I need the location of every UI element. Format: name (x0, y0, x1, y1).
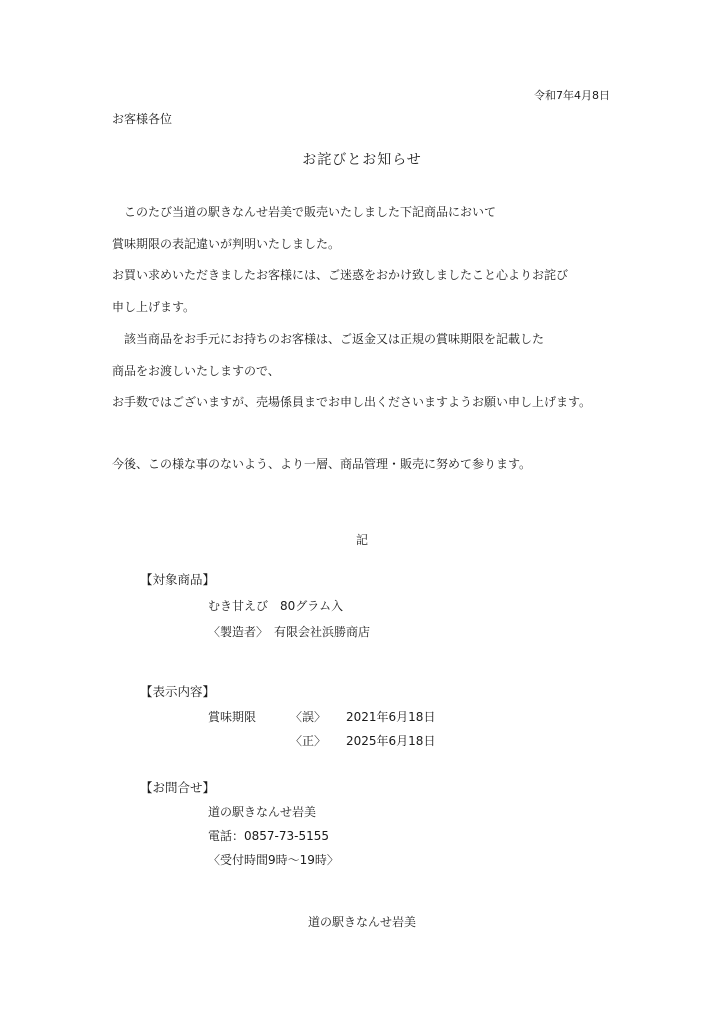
document-title: お詫びとお知らせ (302, 152, 422, 168)
contact-name: 道の駅きなんせ岩美 (208, 805, 317, 819)
contact-phone: 電話：0857-73-5155 (208, 829, 330, 843)
product-section-label: 【対象商品】 (140, 572, 216, 587)
body-line: お買い求めいただきましたお客様には、ご迷惑をおかけ致しましたこと心よりお詫び (112, 268, 569, 282)
body-line: 商品をお渡しいたしますので、 (112, 364, 280, 378)
footer-signature: 道の駅きなんせ岩美 (307, 915, 416, 929)
body-line: 申し上げます。 (112, 300, 196, 314)
document-date: 令和7年4月8日 (534, 89, 610, 102)
product-maker: 〈製造者〉 有限会社浜勝商店 (208, 625, 371, 639)
contact-hours: 〈受付時間9時～19時〉 (208, 853, 339, 867)
closing-line: 今後、この様な事のないよう、より一層、商品管理・販売に努めて参ります。 (112, 457, 532, 471)
body-line: このたび当道の駅きなんせ岩美で販売いたしました下記商品において (112, 205, 497, 219)
product-name: むき甘えび 80グラム入 (208, 599, 344, 613)
ki-heading: 記 (355, 533, 368, 547)
body-line: 賞味期限の表記違いが判明いたしました。 (112, 237, 341, 251)
wrong-date: 2021年6月18日 (346, 710, 436, 724)
expiry-field-label: 賞味期限 (208, 710, 257, 724)
correct-label: 〈正〉 (290, 734, 327, 748)
body-line: お手数ではございますが、売場係員までお申し出くださいますようお願い申し上げます。 (112, 395, 592, 409)
body-line: 該当商品をお手元にお持ちのお客様は、ご返金又は正規の賞味期限を記載した (112, 332, 545, 346)
display-section-label: 【表示内容】 (140, 684, 216, 699)
correct-date: 2025年6月18日 (346, 734, 436, 748)
addressee: お客様各位 (112, 112, 173, 126)
contact-section-label: 【お問合せ】 (140, 780, 216, 795)
wrong-label: 〈誤〉 (290, 710, 327, 724)
